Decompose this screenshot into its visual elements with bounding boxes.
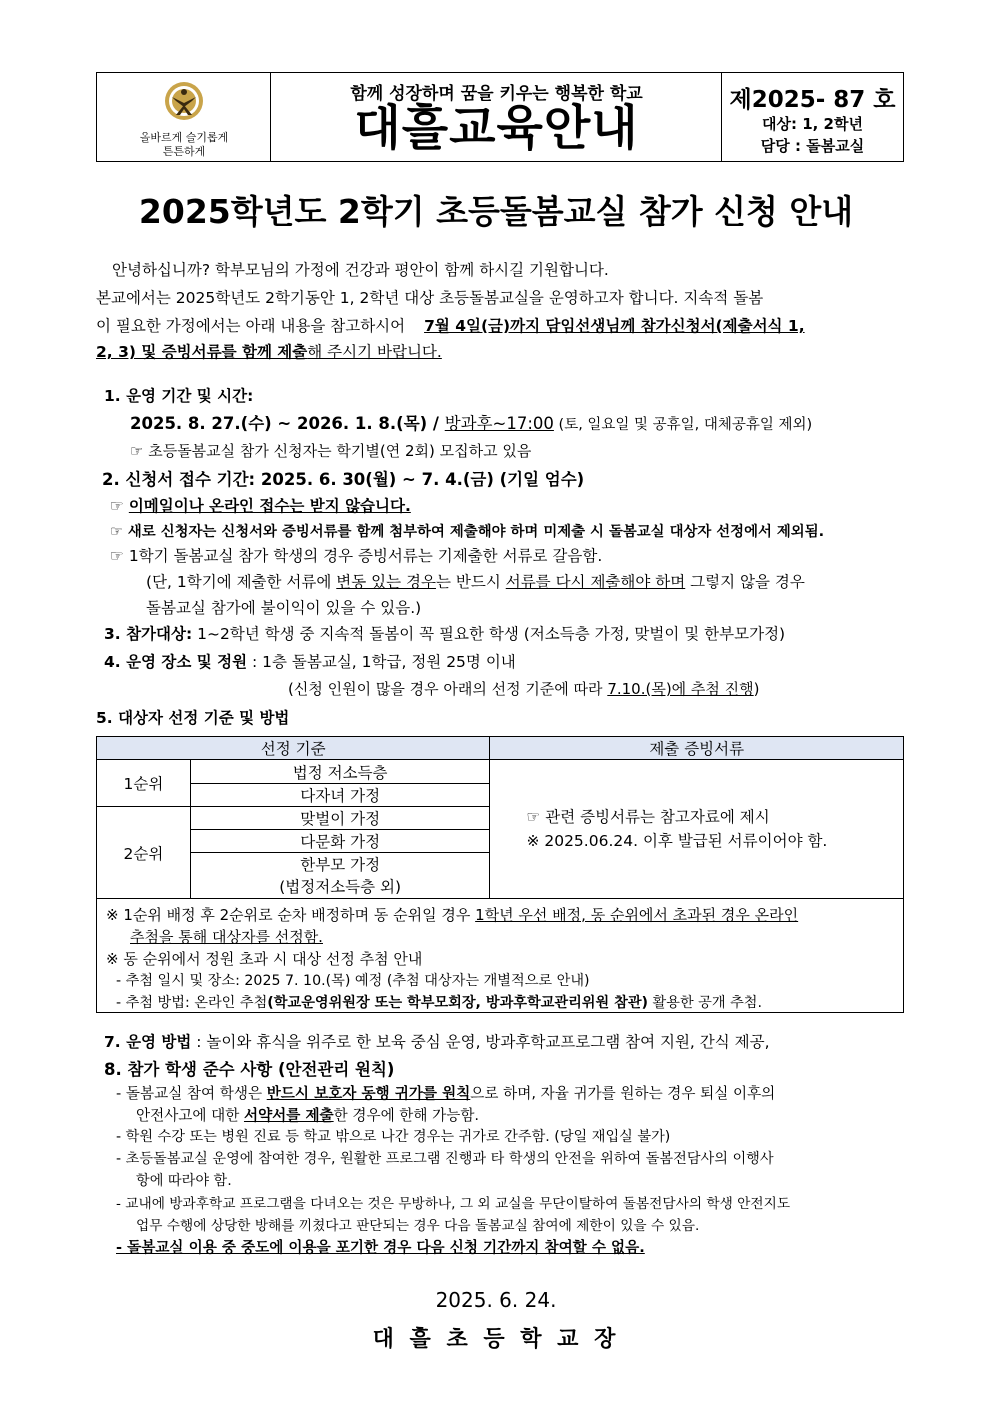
- rule-3-line-1: - 초등돌봄교실 운영에 참여한 경우, 원활한 프로그램 진행과 타 학생의 안전을 위하여 돌봄전담사의 이행사: [116, 1151, 774, 1167]
- newsletter-title: 대흘교육안내: [354, 100, 639, 156]
- section-2-note-2: ☞ 새로 신청자는 신청서와 증빙서류를 함께 첨부하여 제출해야 하며 미제출 시 돌봄교실 대상자 선정에서 제외됨.: [110, 524, 825, 540]
- rule-1-c: 으로 하며, 자율 귀가를 원하는 경우 퇴실 이후의: [470, 1085, 776, 1102]
- criteria-low-income: 법정 저소득층: [190, 760, 490, 784]
- header-box: [96, 72, 904, 162]
- selection-note-2: ※ 동 순위에서 정원 초과 시 대상 선정 추첨 안내: [106, 950, 423, 968]
- rule-1-e: 한 경우에 한해 가능함.: [333, 1107, 480, 1124]
- rule-4-line-1: - 교내에 방과후학교 프로그램을 다녀오는 것은 무방하나, 그 외 교실을 무단이탈하여 돌봄전담사의 학생 안전지도: [116, 1196, 791, 1212]
- section-4-note-c: ): [753, 680, 760, 698]
- selection-note-3: - 추첨 일시 및 장소: 2025 7. 10.(목) 예정 (추첨 대상자는 개별적으로 안내): [116, 973, 590, 989]
- section-2-note-3: ☞ 1학기 돌봄교실 참가 학생의 경우 증빙서류는 기제출한 서류로 갈음함.: [110, 547, 603, 565]
- intro-greeting: 안녕하십니까? 학부모님의 가정에 건강과 평안이 함께 하시길 기원합니다.: [112, 261, 609, 279]
- selection-note-4a: - 추첨 방법: 온라인 추첨: [116, 995, 268, 1011]
- table-header-row: [97, 737, 904, 760]
- school-slogan: 함께 성장하며 꿈을 키우는 행복한 학교: [350, 84, 643, 104]
- motto-line-2: 튼튼하게: [162, 145, 206, 158]
- section-4-heading: 4. 운영 장소 및 정원: [104, 653, 248, 671]
- intro-request: 해 주시기 바랍니다.: [307, 343, 442, 361]
- selection-criteria-table: [96, 736, 904, 899]
- criteria-dual-income: 맞벌이 가정: [190, 807, 490, 830]
- rank-2-cell: 2순위: [97, 807, 191, 899]
- note-4-part-c: 는 반드시: [435, 573, 506, 591]
- section-2-note-5: 돌봄교실 참가에 불이익이 있을 수 있음.): [146, 599, 422, 617]
- school-emblem-icon: [154, 79, 214, 127]
- no-online-notice: 이메일이나 온라인 접수는 받지 않습니다.: [128, 497, 411, 515]
- section-4-body: : 1층 돌봄교실, 1학급, 정원 25명 이내: [247, 653, 516, 671]
- rule-1-a: - 돌봄교실 참여 학생은: [116, 1085, 267, 1102]
- section-7: [104, 1030, 770, 1052]
- intro-line-3-text: 이 필요한 가정에서는 아래 내용을 참고하시어: [96, 317, 411, 335]
- documents-note-2: ※ 2025.06.24. 이후 발급된 서류이어야 함.: [526, 832, 828, 850]
- note-4-part-a: (단, 1학기에 제출한 서류에: [146, 573, 337, 591]
- rule-4-line-2: 업무 수행에 상당한 방해를 끼쳤다고 판단되는 경우 다음 돌봄교실 참여에 제한이 있을 수 있음.: [136, 1218, 700, 1234]
- table-header-documents: 제출 증빙서류: [490, 737, 904, 760]
- section-8-heading: 8. 참가 학생 준수 사항 (안전관리 원칙): [104, 1060, 395, 1079]
- documents-cell: [490, 760, 904, 899]
- note-4-changed: 변동 있는 경우: [336, 573, 436, 591]
- table-header-criteria: 선정 기준: [97, 737, 490, 760]
- section-5-heading: 5. 대상자 선정 기준 및 방법: [96, 709, 290, 727]
- operation-exclusions: (토, 일요일 및 공휴일, 대체공휴일 제외): [553, 417, 813, 433]
- school-logo-cell: [97, 73, 271, 161]
- table-row: [97, 760, 904, 784]
- section-2-heading: 2. 신청서 접수 기간: 2025. 6. 30(월) ~ 7. 4.(금) (기일 엄수): [102, 470, 585, 489]
- section-1-note: ☞ 초등돌봄교실 참가 신청자는 학기별(연 2회) 모집하고 있음: [130, 442, 532, 460]
- rule-1-guardian: 반드시 보호자 동행 귀가를 원칙: [266, 1085, 471, 1102]
- lottery-date: 7.10.(목)에 추첨 진행: [607, 680, 754, 698]
- section-3-body: 1~2학년 학생 중 지속적 돌봄이 꼭 필요한 학생 (저소득층 가정, 맞벌이 및 한부모가정): [192, 625, 786, 643]
- issue-target: 대상: 1, 2학년: [762, 115, 863, 133]
- intro-line-4: [96, 340, 442, 362]
- section-2-note-4: [146, 570, 805, 592]
- intro-deadline: 7월 4일(금)까지 담임선생님께 참가신청서(제출서식 1,: [424, 317, 805, 335]
- rule-5: - 돌봄교실 이용 중 중도에 이용을 포기한 경우 다음 신청 기간까지 참여할 수 없음.: [116, 1239, 645, 1256]
- selection-note-4b: (학교운영위원장 또는 학부모회장, 방과후학교관리위원 참관): [267, 995, 649, 1011]
- selection-note-1b: 1학년 우선 배정, 동 순위에서 초과된 경우 온라인: [475, 906, 799, 924]
- section-3-heading: 3. 참가대상:: [104, 625, 193, 643]
- rule-3-line-2: 항에 따라야 함.: [136, 1173, 232, 1189]
- section-4-note-a: (신청 인원이 많을 경우 아래의 선정 기준에 따라: [288, 680, 608, 698]
- note-4-part-e: 그렇지 않을 경우: [685, 573, 805, 591]
- criteria-single-parent: [190, 853, 490, 899]
- note-4-resubmit: 서류를 다시 제출해야 하며: [505, 573, 686, 591]
- criteria-multi-child: 다자녀 가정: [190, 784, 490, 807]
- criteria-multicultural: 다문화 가정: [190, 830, 490, 853]
- documents-note-1: ☞ 관련 증빙서류는 참고자료에 제시: [526, 808, 770, 826]
- rank-1-cell: 1순위: [97, 760, 191, 807]
- document-title: 2025학년도 2학기 초등돌봄교실 참가 신청 안내: [138, 192, 854, 231]
- selection-note-1c: 추첨을 통해 대상자를 선정함.: [130, 928, 323, 946]
- operation-period: 2025. 8. 27.(수) ~ 2026. 1. 8.(목) /: [130, 414, 445, 433]
- section-7-heading: 7. 운영 방법: [104, 1033, 192, 1051]
- section-4: [104, 650, 516, 672]
- issue-contact: 담당 : 돌봄교실: [760, 137, 865, 155]
- issue-info-cell: [722, 73, 903, 161]
- intro-submit: 2, 3) 및 증빙서류를 함께 제출: [96, 343, 308, 361]
- operation-time: 방과후~17:00: [444, 414, 554, 433]
- rule-1-d: 안전사고에 대한: [136, 1107, 244, 1124]
- rule-2: - 학원 수강 또는 병원 진료 등 학교 밖으로 나간 경우는 귀가로 간주함. (당일 재입실 불가): [116, 1129, 671, 1145]
- section-1-period: [130, 410, 812, 434]
- rule-1-line-1: [116, 1082, 775, 1103]
- issue-number: 제2025- 87 호: [729, 87, 896, 113]
- issue-date: 2025. 6. 24.: [435, 1288, 557, 1312]
- rule-1-line-2: [136, 1104, 479, 1125]
- selection-note-4c: 활용한 공개 추첨.: [648, 995, 763, 1011]
- newsletter-title-cell: [271, 73, 722, 161]
- motto-line-1: 올바르게 슬기롭게: [139, 131, 229, 144]
- criteria-single-parent-note: (법정저소득층 외): [279, 877, 402, 896]
- criteria-single-parent-label: 한부모 가정: [300, 855, 381, 874]
- pointer-icon: ☞: [110, 497, 129, 515]
- principal-signature: 대 흘 초 등 학 교 장: [372, 1327, 620, 1352]
- selection-note-4: [116, 992, 762, 1012]
- section-7-body: : 놀이와 휴식을 위주로 한 보육 중심 운영, 방과후학교프로그램 참여 지원, 간식 제공,: [191, 1033, 770, 1051]
- section-4-note: [288, 678, 760, 699]
- selection-note-1: [106, 904, 798, 925]
- section-1-heading: 1. 운영 기간 및 시간:: [104, 387, 254, 405]
- rule-1-pledge: 서약서를 제출: [243, 1107, 334, 1124]
- section-3: [104, 622, 785, 644]
- selection-note-1a: ※ 1순위 배정 후 2순위로 순차 배정하며 동 순위일 경우: [106, 906, 476, 924]
- section-2-note-1: [110, 494, 411, 516]
- intro-line-3: [96, 314, 805, 336]
- intro-line-2: 본교에서는 2025학년도 2학기동안 1, 2학년 대상 초등돌봄교실을 운영하고자 합니다. 지속적 돌봄: [96, 289, 764, 307]
